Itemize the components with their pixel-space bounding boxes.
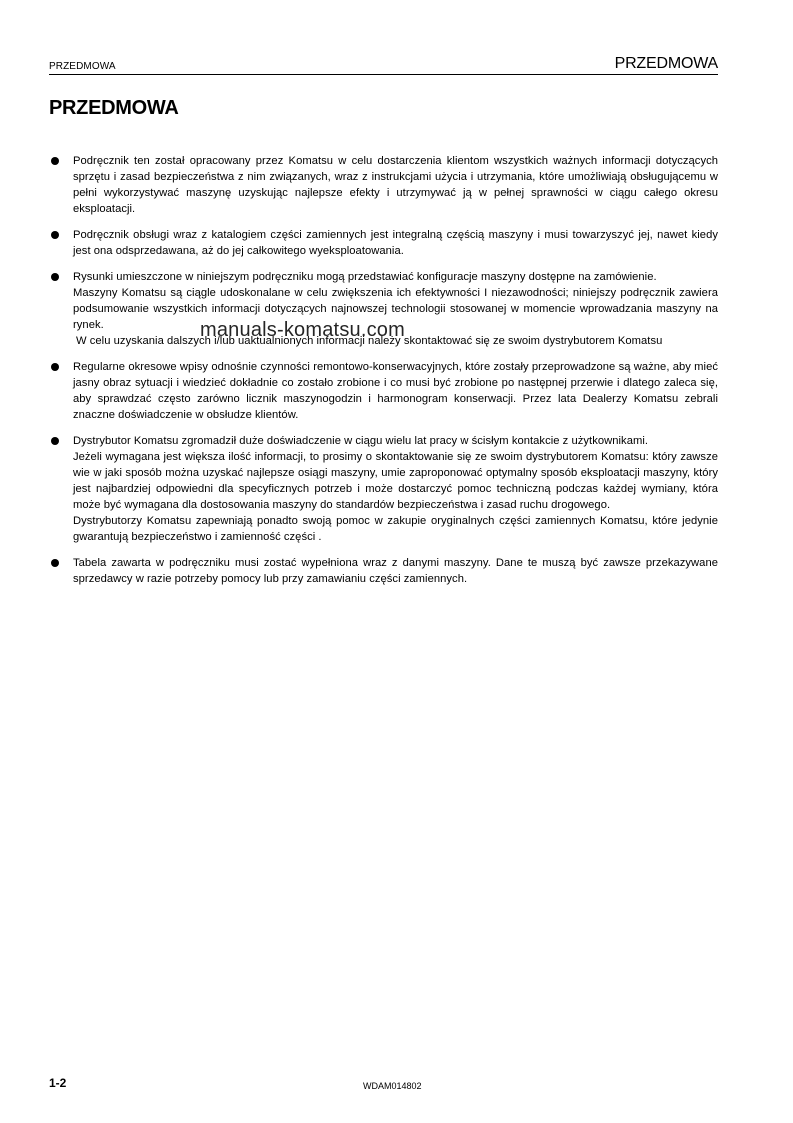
bullet-item-1 xyxy=(49,153,718,217)
paragraph: Dystrybutorzy Komatsu zapewniają ponadto swoją pomoc w zakupie oryginalnych części zamiennych Komatsu, które jedynie gwarantują bezpieczeństwo i zamienność części . xyxy=(73,515,718,543)
bullet-item-6 xyxy=(49,555,718,587)
watermark: manuals-komatsu.com xyxy=(200,319,405,341)
paragraph: Tabela zawarta w podręczniku musi zostać wypełniona wraz z danymi maszyny. Dane te muszą być zawsze przekazywane sprzedawcy w razie potrzeby pomocy lub przy zamawianiu części zamiennych. xyxy=(73,557,718,585)
paragraph: Dystrybutor Komatsu zgromadził duże doświadczenie w ciągu wielu lat pracy w ścisłym kontakcie z użytkownikami. xyxy=(73,435,649,447)
paragraph: W celu uzyskania dalszych i/lub uaktualnionych informacji należy skontaktować się ze swoim dystrybutorem Komatsu xyxy=(76,335,663,347)
paragraph: Maszyny Komatsu są ciągle udoskonalane w celu zwiększenia ich efektywności I niezawodności; niniejszy podręcznik zawiera podsumowanie wszystkich informacji dotyczących najnowszej technologii stosowanej w momencie wprowadzania maszyny na rynek. xyxy=(73,287,718,331)
bullet-icon xyxy=(51,363,59,371)
page-number: 1-2 xyxy=(49,1076,67,1090)
document-code: WDAM014802 xyxy=(363,1081,422,1091)
page-title: PRZEDMOWA xyxy=(49,97,179,119)
paragraph: Regularne okresowe wpisy odnośnie czynności remontowo-konserwacyjnych, które zostały przeprowadzone są ważne, aby mieć jasny obraz sytuacji i wiedzieć dokładnie co zostało zrobione i co musi być zrobione po następnej przerwie i dlatego zaleca się, aby sprawdzać często zarówno licznik maszynogodzin i harmonogram konserwacji. Przez lata Dealerzy Komatsu zebrali znaczne doświadczenie w obsłudze klientów. xyxy=(73,361,718,421)
running-header-right: PRZEDMOWA xyxy=(614,55,718,72)
document-body xyxy=(49,153,718,597)
bullet-icon xyxy=(51,273,59,281)
bullet-item-5 xyxy=(49,433,718,545)
paragraph: Podręcznik obsługi wraz z katalogiem części zamiennych jest integralną częścią maszyny i musi towarzyszyć jej, nawet kiedy jest ona odsprzedawana, aż do jej całkowitego wyeksploatowania. xyxy=(73,229,718,257)
paragraph: Rysunki umieszczone w niniejszym podręczniku mogą przedstawiać konfiguracje maszyny dostępne na zamówienie. xyxy=(73,271,657,283)
bullet-item-2 xyxy=(49,227,718,259)
running-header-left: PRZEDMOWA xyxy=(49,61,116,72)
paragraph: Podręcznik ten został opracowany przez Komatsu w celu dostarczenia klientom wszystkich ważnych informacji dotyczących sprzętu i zasad bezpieczeństwa z nim związanych, wraz z instrukcjami użycia i utrzymania, które umożliwiają obsługującemu w pełni wykorzystywać maszynę uzyskując najlepsze efekty i utrzymywać ją w pełnej sprawności w ciągu całego okresu eksploatacji. xyxy=(73,155,718,215)
paragraph: Jeżeli wymagana jest większa ilość informacji, to prosimy o skontaktowanie się ze swoim dystrybutorem Komatsu: który zawsze wie w jaki sposób można uzyskać najlepsze osiągi maszyny, umie zaproponować optymalny sposób eksploatacji maszyny, który jest najbardziej odpowiedni dla specyficznych potrzeb i może dostarczyć pomoc techniczną podczas każdej wymiany, która może być wymagana dla dostosowania maszyny do standardów bezpieczeństwa i zasad ruchu drogowego. xyxy=(73,451,718,511)
bullet-icon xyxy=(51,231,59,239)
bullet-icon xyxy=(51,157,59,165)
bullet-icon xyxy=(51,559,59,567)
header-divider xyxy=(49,74,718,75)
bullet-icon xyxy=(51,437,59,445)
bullet-item-4 xyxy=(49,359,718,423)
